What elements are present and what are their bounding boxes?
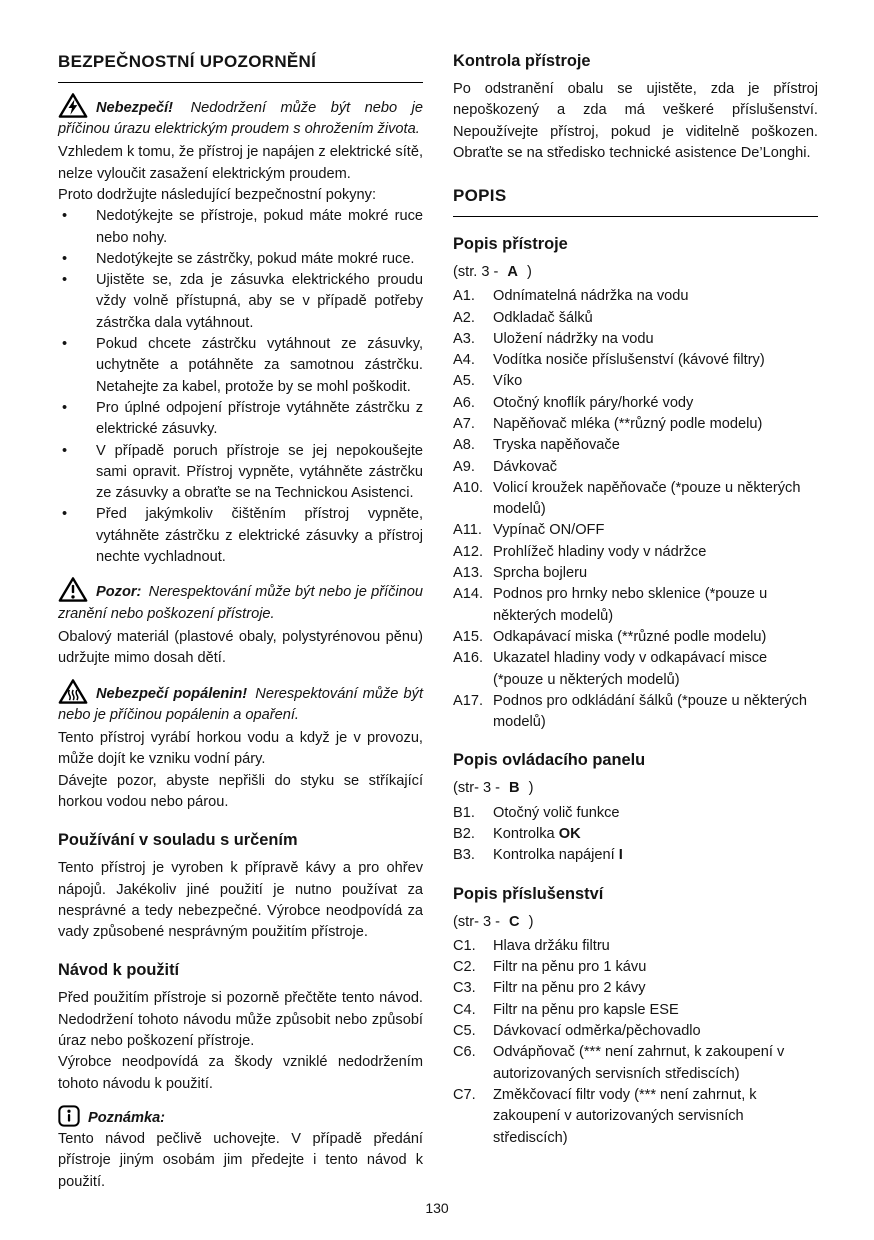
ref-letter: A [507, 263, 518, 280]
device-description-title: Popis přístroje [453, 234, 568, 253]
item-text: Volicí kroužek napěňovače (*pouze u některých modelů) [493, 479, 801, 518]
ref-text: (str- 3 - [453, 780, 501, 797]
item-text: Filtr na pěnu pro kapsle ESE [493, 1001, 679, 1018]
list-item [453, 542, 818, 563]
item-number: C1. [453, 937, 476, 954]
list-item [453, 329, 818, 350]
item-number: A5. [453, 373, 475, 390]
paragraph: Proto dodržujte následující bezpečnostní pokyny: [58, 187, 377, 203]
list-item [453, 520, 818, 541]
item-number: B3. [453, 847, 475, 864]
list-item [453, 371, 818, 392]
list-item [453, 1042, 818, 1085]
item-number: A14. [453, 586, 484, 603]
list-item [453, 648, 818, 691]
list-item [453, 1085, 818, 1149]
list-item [453, 627, 818, 648]
paragraph: Tento návod pečlivě uchovejte. V případě předání přístroje jiným osobám jim předejte i tento návod k použití. [58, 1131, 423, 1190]
item-number: C4. [453, 1001, 476, 1018]
ref-text: (str- 3 - [453, 913, 501, 930]
item-number: C2. [453, 959, 476, 976]
item-text: Kontrolka OK [493, 825, 581, 842]
info-icon [58, 1105, 80, 1127]
item-number: B2. [453, 825, 475, 842]
item-text: Ujistěte se, zda je zásuvka elektrického proudu vždy volně přístupná, aby se v případě potřeby zástrčka dala vytáhnout. [96, 272, 423, 331]
item-text: Před jakýmkoliv čištěním přístroj vypněte, vytáhněte zástrčku z elektrické zásuvky a přístroj nechte vychladnout. [96, 506, 423, 566]
instructions-title: Návod k použití [58, 961, 180, 980]
item-text: Pokud chcete zástrčku vytáhnout ze zásuvky, uchytněte a potáhněte za samotnou zástrčku. Netahejte za kabel, protože by se mohl poškodit. [96, 336, 423, 395]
list-item [453, 584, 818, 627]
item-text: Nedotýkejte se zástrčky, pokud máte mokré ruce. [96, 250, 415, 267]
item-text: Napěňovač mléka (**různý podle modelu) [493, 415, 763, 432]
list-item [58, 334, 423, 398]
item-number: A8. [453, 437, 475, 454]
ref-text: (str. 3 - [453, 263, 499, 280]
caution-text: Nerespektování může být nebo je příčinou zranění nebo poškození přístroje. [58, 584, 423, 622]
item-text: Odkapávací miska (**různé podle modelu) [493, 628, 767, 645]
item-number: C7. [453, 1086, 476, 1103]
paragraph: Vzhledem k tomu, že přístroj je napájen z elektrické sítě, nelze vyloučit zasažení elektrickým proudem. [58, 144, 424, 182]
bullet-marker: • [62, 442, 68, 459]
electrical-hazard-icon [58, 92, 88, 119]
accessories-list [453, 936, 818, 1149]
list-item [453, 457, 818, 478]
page-reference [453, 912, 818, 933]
two-column-layout [58, 50, 818, 1193]
item-number: A9. [453, 458, 475, 475]
list-item [453, 845, 818, 866]
item-text: Podnos pro odkládání šálků (*pouze u některých modelů) [493, 692, 807, 731]
control-panel-title: Popis ovládacího panelu [453, 751, 646, 770]
item-text: Odnímatelná nádržka na vodu [493, 288, 689, 305]
item-text: Filtr na pěnu pro 1 kávu [493, 959, 647, 976]
list-item [453, 414, 818, 435]
item-number: A15. [453, 628, 484, 645]
item-number: A17. [453, 692, 484, 709]
safety-section-title: BEZPEČNOSTNÍ UPOZORNĚNÍ [58, 50, 423, 83]
list-item [453, 435, 818, 456]
item-text: Víko [493, 373, 523, 390]
item-number: A13. [453, 565, 484, 582]
item-number: B1. [453, 804, 475, 821]
note-label: Poznámka: [88, 1109, 166, 1126]
list-item [453, 563, 818, 584]
item-number: A4. [453, 352, 475, 369]
ref-text: ) [528, 780, 534, 797]
page-number: 130 [425, 1200, 449, 1216]
item-text: Ukazatel hladiny vody v odkapávací misce (*pouze u některých modelů) [493, 650, 768, 688]
list-item [453, 308, 818, 329]
bullet-marker: • [62, 208, 68, 225]
list-item [453, 393, 818, 414]
item-text: Vodítka nosiče příslušenství (kávové filtry) [493, 352, 765, 369]
ref-letter: C [509, 913, 520, 930]
list-item [453, 286, 818, 307]
item-text: Podnos pro hrnky nebo sklenice (*pouze u některých modelů) [493, 586, 768, 624]
note-heading [58, 1105, 423, 1129]
paragraph: Výrobce neodpovídá za škody vzniklé nedodržením tohoto návodu k použití. [58, 1054, 423, 1092]
item-text: V případě poruch přístroje se jej nepokoušejte sami opravit. Přístroj vypněte, vytáhněte zástrčku ze zásuvky a obraťte se na Technickou Asistenci. [96, 442, 423, 502]
bullet-marker: • [62, 399, 68, 416]
item-number: A2. [453, 309, 475, 326]
caution-label: Pozor: [96, 584, 142, 601]
ref-letter: B [509, 780, 520, 797]
description-section-title: POPIS [453, 184, 818, 217]
bullet-marker: • [62, 336, 68, 353]
electrical-danger-notice [58, 92, 423, 141]
list-item [453, 350, 818, 371]
burn-text: Nerespektování může být nebo je příčinou popálenin a opaření. [58, 685, 423, 723]
paragraph: Dávejte pozor, abyste nepřišli do styku se stříkající horkou vodou nebo párou. [58, 772, 423, 811]
left-column [58, 50, 423, 1193]
danger-text: Nedodržení může být nebo je příčinou úrazu elektrickým proudem s ohrožením života. [58, 99, 423, 138]
list-item [453, 1021, 818, 1042]
paragraph: Po odstranění obalu se ujistěte, zda je přístroj nepoškozený a zda má veškeré příslušenství. Nepoužívejte přístroj, pokud je viditelně poškozen. Obraťte se na středisko technické asistence De’Longhi. [453, 80, 818, 161]
device-parts-list [453, 286, 818, 733]
bullet-marker: • [62, 250, 68, 267]
burn-hazard-icon [58, 678, 88, 705]
item-text: Sprcha bojleru [493, 565, 588, 582]
item-number: C6. [453, 1044, 476, 1061]
burn-danger-notice [58, 678, 423, 727]
list-item [453, 691, 818, 734]
list-item [58, 504, 423, 568]
accessories-title: Popis příslušenství [453, 884, 604, 903]
item-text: Uložení nádržky na vodu [493, 330, 654, 347]
control-panel-list [453, 803, 818, 867]
paragraph: Před použitím přístroje si pozorně přečtěte tento návod. Nedodržení tohoto návodu může způsobit nebo způsobí úraz nebo poškození přístroje. [58, 990, 423, 1049]
burn-label: Nebezpečí popálenin! [96, 685, 248, 702]
item-text: Otočný knoflík páry/horké vody [493, 394, 694, 411]
list-item [58, 206, 423, 249]
item-number: A11. [453, 522, 482, 539]
item-text: Vypínač ON/OFF [493, 522, 605, 539]
item-text: Hlava držáku filtru [493, 937, 610, 954]
paragraph: Tento přístroj je vyroben k přípravě kávy a pro ohřev nápojů. Jakékoliv jiné použití je nutno používat za nesprávné a tedy nebezpečné. Výrobce neodpovídá za vady způsobené nesprávným použitím přístroje. [58, 860, 423, 941]
page-reference [453, 778, 818, 799]
list-item [58, 270, 423, 334]
item-text: Změkčovací filtr vody (*** není zahrnut, k zakoupení v autorizovaných servisních střediscích) [493, 1086, 757, 1146]
page-reference [453, 262, 818, 283]
item-text: Odkladač šálků [493, 309, 593, 326]
ref-text: ) [526, 263, 532, 280]
caution-notice [58, 576, 423, 625]
paragraph: Tento přístroj vyrábí horkou vodu a když je v provozu, může dojít ke vzniku vodní páry. [58, 730, 423, 768]
list-item [453, 978, 818, 999]
list-item [58, 398, 423, 441]
item-number: A10. [453, 479, 484, 496]
device-check-title: Kontrola přístroje [453, 52, 591, 70]
bullet-marker: • [62, 272, 68, 289]
item-number: C3. [453, 980, 476, 997]
intended-use-title: Používání v souladu s určením [58, 831, 298, 850]
item-text: Tryska napěňovače [493, 437, 620, 454]
danger-label: Nebezpečí! [96, 99, 174, 116]
list-item [453, 957, 818, 978]
right-column [453, 50, 818, 1193]
item-text: Filtr na pěnu pro 2 kávy [493, 980, 646, 997]
ref-text: ) [528, 913, 534, 930]
item-text: Nedotýkejte se přístroje, pokud máte mokré ruce nebo nohy. [96, 208, 423, 246]
list-item [453, 936, 818, 957]
item-number: A12. [453, 543, 484, 560]
item-number: A3. [453, 330, 475, 347]
warning-triangle-icon [58, 576, 88, 603]
list-item [453, 478, 818, 521]
item-text: Kontrolka napájení I [493, 847, 623, 864]
item-text: Dávkovací odměrka/pěchovadlo [493, 1023, 701, 1040]
item-number: C5. [453, 1023, 476, 1040]
bullet-marker: • [62, 506, 68, 523]
safety-bullet-list [58, 206, 423, 568]
list-item [453, 803, 818, 824]
item-text: Dávkovač [493, 458, 558, 475]
list-item [453, 824, 818, 845]
item-text: Pro úplné odpojení přístroje vytáhněte zástrčku z elektrické zásuvky. [96, 399, 423, 438]
list-item [58, 441, 423, 505]
list-item [453, 1000, 818, 1021]
list-item [58, 249, 423, 270]
item-number: A16. [453, 650, 484, 667]
paragraph: Obalový materiál (plastové obaly, polystyrénovou pěnu) udržujte mimo dosah dětí. [58, 628, 423, 667]
item-number: A1. [453, 288, 475, 305]
item-text: Prohlížeč hladiny vody v nádržce [493, 543, 707, 560]
item-number: A7. [453, 415, 475, 432]
item-text: Odvápňovač (*** není zahrnut, k zakoupení v autorizovaných servisních střediscích) [493, 1044, 785, 1082]
item-number: A6. [453, 394, 475, 411]
item-text: Otočný volič funkce [493, 804, 620, 821]
